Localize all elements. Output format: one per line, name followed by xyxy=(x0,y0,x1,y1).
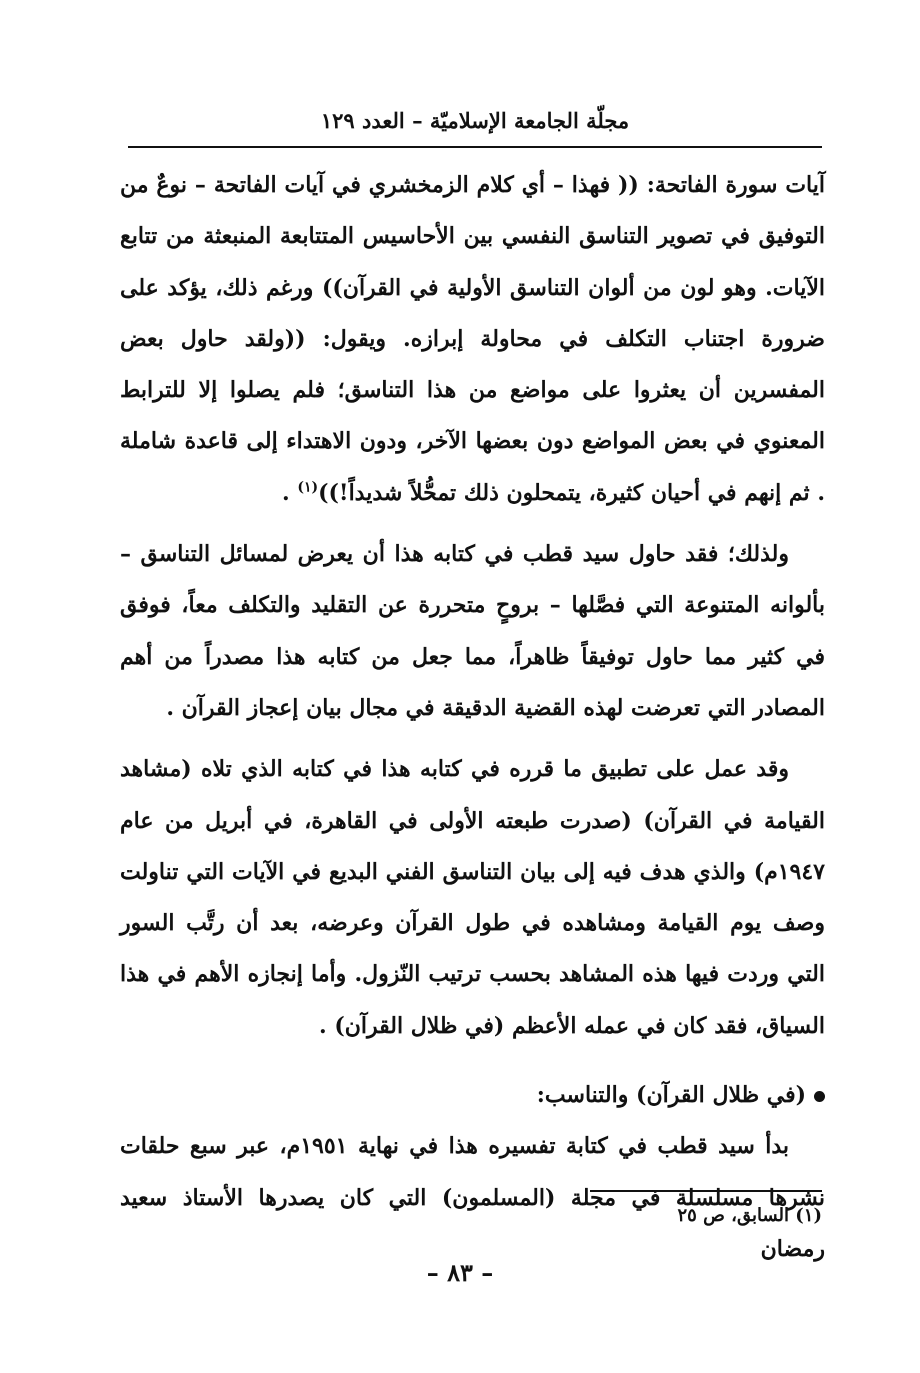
section-heading-text: (في ظلال القرآن) والتناسب: xyxy=(536,1082,806,1109)
header-rule xyxy=(128,146,822,148)
body-text xyxy=(120,160,825,1275)
footnote-rule xyxy=(590,1190,822,1192)
paragraph-1-end: . xyxy=(281,479,298,506)
paragraph-4: بدأ سيد قطب في كتابة تفسيره هذا في نهاية ١٩٥١م، عبر سبع حلقات نشرها مسلسلة في مجلة (المسلمون) التي كان يصدرها الأستاذ سعيد رمضان xyxy=(120,1133,825,1262)
paragraph-3: وقد عمل على تطبيق ما قرره في كتابه هذا في كتابه الذي تلاه (مشاهد القيامة في القرآن) (صدرت طبعته الأولى في القاهرة، في أبريل من عام ١٩٤٧م) والذي هدف فيه إلى بيان التناسق الفني البديع في الآيات التي تناولت وصف يوم القيامة ومشاهده في طول القرآن وعرضه، بعد أن رتَّب السور التي وردت فيها هذه المشاهد بحسب ترتيب النّزول. وأما إنجازه الأهم في هذا السياق، فقد كان في عمله الأعظم (في ظلال القرآن) . xyxy=(120,756,825,1039)
footnote: (١) السابق، ص ٢٥ xyxy=(677,1205,822,1226)
paragraph-1-text: آيات سورة الفاتحة: (( فهذا – أي كلام الزمخشري في آيات الفاتحة – نوعٌ من التوفيق في تصوير التناسق النفسي بين الأحاسيس المتتابعة المنبعثة من تتابع الآيات. وهو لون من ألوان التناسق الأولية في القرآن)) ورغم ذلك، يؤكد على ضرورة اجتناب التكلف في محاولة إبرازه. ويقول: ((ولقد حاول بعض المفسرين أن يعثروا على مواضع من هذا التناسق؛ فلم يصلوا إلا للترابط المعنوي في بعض المواضع دون بعضها الآخر، ودون الاهتداء إلى قاعدة شاملة . ثم إنهم في أحيان كثيرة، يتمحلون ذلك تمحُّلاً شديداً!)) xyxy=(120,172,825,506)
page-number: – ٨٣ – xyxy=(426,1258,494,1287)
bullet-icon xyxy=(814,1091,825,1102)
section-heading xyxy=(120,1070,825,1121)
paragraph-1 xyxy=(120,160,825,519)
running-header: مجلّة الجامعة الإسلاميّة – العدد ١٢٩ xyxy=(320,108,630,133)
paragraph-2: ولذلك؛ فقد حاول سيد قطب في كتابه هذا أن يعرض لمسائل التناسق – بألوانه المتنوعة التي فصَّلها – بروحٍ متحررة عن التقليد والتكلف معاً، فوفق في كثير مما حاول توفيقاً ظاهراً، مما جعل من كتابه هذا مصدراً من أهم المصادر التي تعرضت لهذه القضية الدقيقة في مجال بيان إعجاز القرآن . xyxy=(120,541,825,721)
footnote-marker: (١) xyxy=(297,479,319,496)
